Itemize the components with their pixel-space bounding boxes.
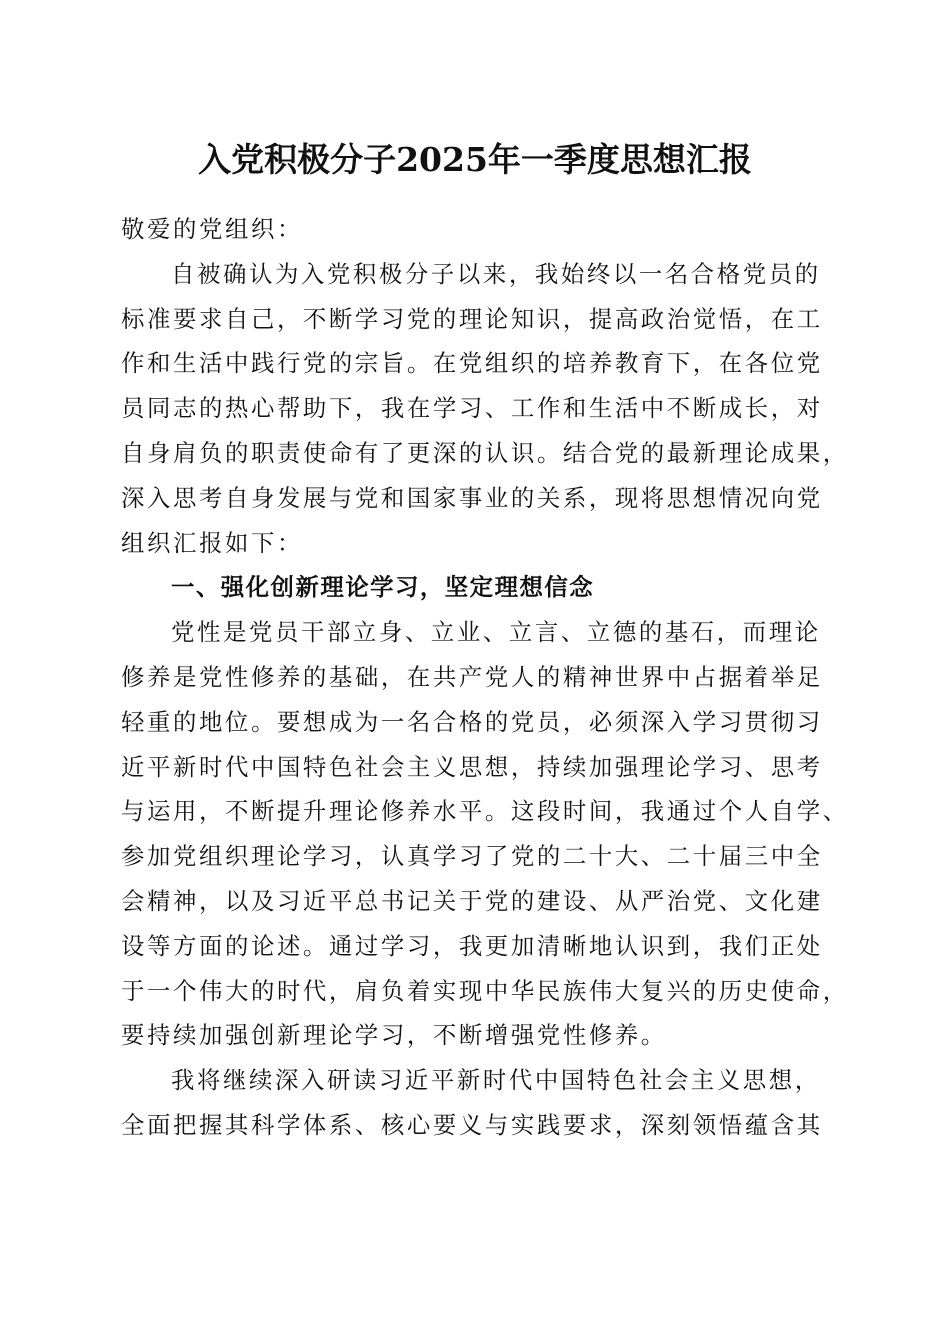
paragraph-2-line: 与运用，不断提升理论修养水平。这段时间，我通过个人自学、	[121, 797, 849, 826]
paragraph-2-line: 修养是党性修养的基础，在共产党人的精神世界中占据着举足	[121, 662, 823, 691]
paragraph-2-line: 党性是党员干部立身、立业、立言、立德的基石，而理论	[171, 618, 821, 647]
paragraph-1-line: 自身肩负的职责使命有了更深的认识。结合党的最新理论成果，	[121, 438, 849, 467]
section-1-heading: 一、强化创新理论学习，坚定理想信念	[171, 573, 595, 602]
paragraph-1-line: 深入思考自身发展与党和国家事业的关系，现将思想情况向党	[121, 483, 823, 512]
paragraph-2-line: 于一个伟大的时代，肩负着实现中华民族伟大复兴的历史使命，	[121, 976, 849, 1005]
paragraph-2-line: 轻重的地位。要想成为一名合格的党员，必须深入学习贯彻习	[121, 707, 823, 736]
paragraph-1-line: 自被确认为入党积极分子以来，我始终以一名合格党员的	[171, 259, 821, 288]
paragraph-1-line: 标准要求自己，不断学习党的理论知识，提高政治觉悟，在工	[121, 304, 823, 333]
paragraph-2-line: 设等方面的论述。通过学习，我更加清晰地认识到，我们正处	[121, 931, 823, 960]
document-body	[121, 207, 849, 1148]
paragraph-2-line: 参加党组织理论学习，认真学习了党的二十大、二十届三中全	[121, 842, 823, 871]
paragraph-3-line: 我将继续深入研读习近平新时代中国特色社会主义思想，	[171, 1066, 821, 1095]
salutation: 敬爱的党组织：	[121, 215, 303, 243]
paragraph-3-line: 全面把握其科学体系、核心要义与实践要求，深刻领悟蕴含其	[121, 1110, 823, 1139]
paragraph-1-line: 员同志的热心帮助下，我在学习、工作和生活中不断成长，对	[121, 394, 823, 423]
document-title: 入党积极分子2025年一季度思想汇报	[198, 140, 752, 179]
paragraph-2-line: 会精神，以及习近平总书记关于党的建设、从严治党、文化建	[121, 886, 823, 915]
paragraph-1-line: 组织汇报如下：	[121, 528, 303, 557]
paragraph-2-line: 要持续加强创新理论学习，不断增强党性修养。	[121, 1021, 667, 1050]
paragraph-2-line: 近平新时代中国特色社会主义思想，持续加强理论学习、思考	[121, 752, 823, 781]
paragraph-1-line: 作和生活中践行党的宗旨。在党组织的培养教育下，在各位党	[121, 349, 823, 378]
